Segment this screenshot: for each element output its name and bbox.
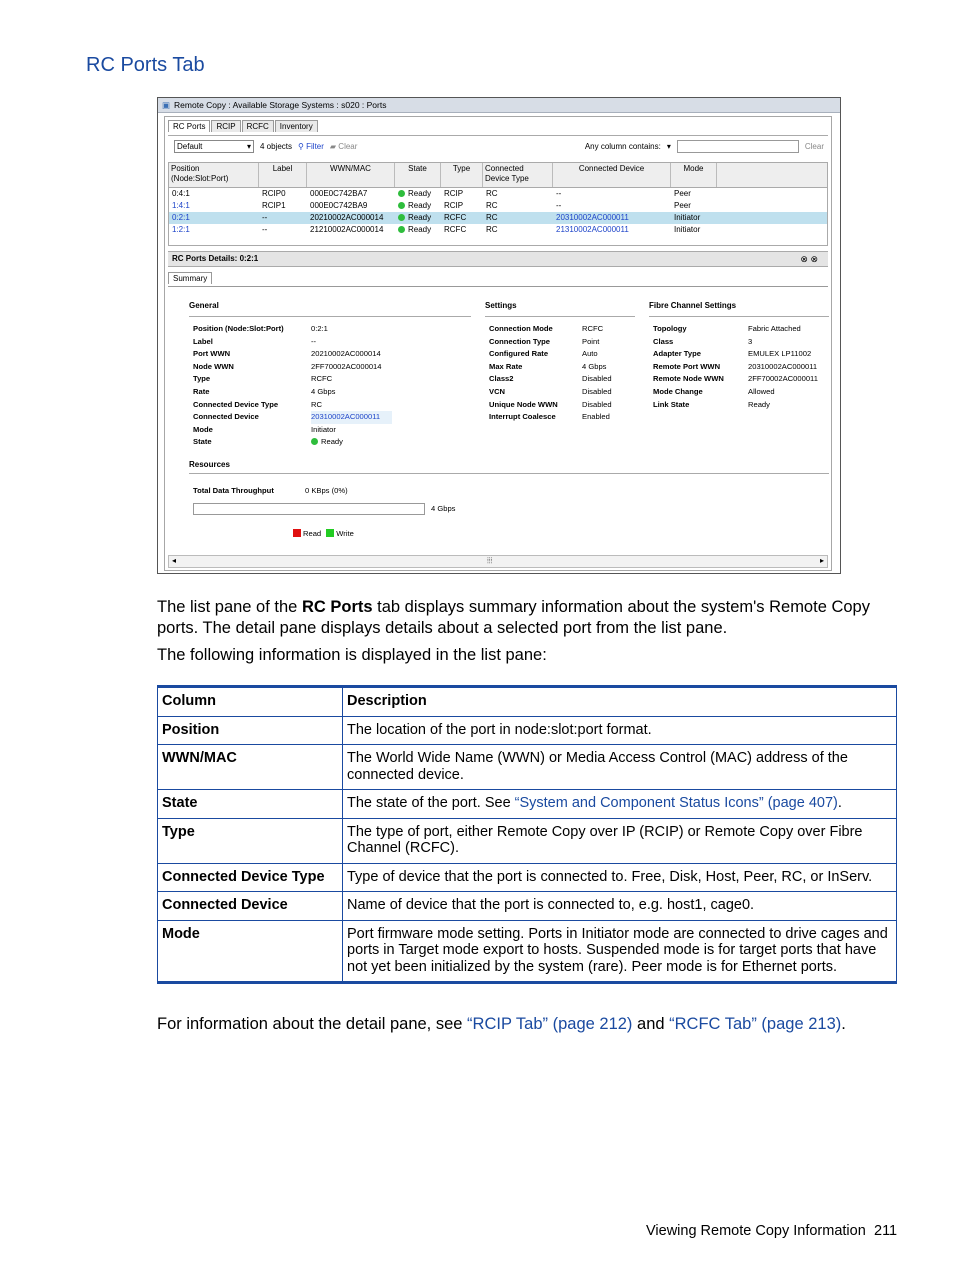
search-dropdown-icon[interactable]: ▾ bbox=[666, 141, 671, 151]
detail-text-a: For information about the detail pane, see bbox=[157, 1015, 468, 1033]
general-divider bbox=[189, 316, 471, 317]
detail-field bbox=[193, 399, 433, 412]
scroll-left-icon[interactable]: ◂ bbox=[172, 556, 177, 565]
col-connected-device[interactable]: Connected Device bbox=[553, 163, 671, 187]
table-header bbox=[169, 163, 827, 188]
status-icons-link[interactable]: “System and Component Status Icons” (page 407) bbox=[514, 795, 838, 811]
pin-icon[interactable]: ⊗ bbox=[800, 254, 808, 264]
ready-status-icon bbox=[398, 214, 405, 221]
horizontal-scrollbar[interactable] bbox=[168, 555, 828, 568]
tab-summary[interactable]: Summary bbox=[168, 272, 212, 284]
intro-paragraph bbox=[157, 597, 897, 638]
field-value: 20210002AC000014 bbox=[311, 349, 381, 359]
cell-wwn: 20210002AC000014 bbox=[310, 213, 384, 222]
cell-cdt: RC bbox=[486, 213, 498, 222]
intro-text-c: tab displays summary information about the system's Remote Copy ports. The detail pane displays details about a selected port from the list pane. bbox=[157, 598, 870, 637]
field-value: Fabric Attached bbox=[748, 324, 801, 333]
cell-state bbox=[395, 224, 441, 236]
detail-field bbox=[193, 436, 433, 449]
details-controls bbox=[800, 252, 818, 266]
row-column-name: WWN/MAC bbox=[158, 745, 343, 790]
field-label: Connected Device Type bbox=[193, 399, 279, 409]
search-label: Any column contains: bbox=[584, 141, 661, 151]
detail-field bbox=[489, 323, 629, 336]
cell-type: RCFC bbox=[444, 213, 467, 222]
scroll-thumb-grip[interactable]: ⦙⦙⦙ bbox=[487, 556, 493, 565]
cell-type: RCFC bbox=[444, 225, 467, 234]
field-value: Enabled bbox=[582, 412, 610, 422]
row-description: Port firmware mode setting. Ports in Initiator mode are connected to drive cages and ports in Target mode export to hosts. Suspended mode is for target ports that have not yet been initialized by the system (rare). Peer mode is for Ethernet ports. bbox=[343, 920, 897, 983]
field-value: 0:2:1 bbox=[311, 324, 328, 333]
tab-strip bbox=[168, 120, 318, 132]
table-row bbox=[158, 716, 897, 745]
cell-state bbox=[395, 188, 441, 200]
legend bbox=[293, 528, 354, 541]
ready-status-icon bbox=[398, 226, 405, 233]
row-column-name: Connected Device Type bbox=[158, 863, 343, 892]
cell-cd: -- bbox=[556, 189, 562, 198]
detail-field bbox=[489, 336, 629, 349]
tab-rcip[interactable]: RCIP bbox=[211, 120, 240, 132]
detail-field bbox=[193, 411, 433, 424]
rcfc-tab-link[interactable]: “RCFC Tab” (page 213) bbox=[669, 1015, 842, 1033]
detail-field bbox=[193, 323, 433, 336]
ready-status-icon bbox=[398, 190, 405, 197]
window-content bbox=[164, 116, 832, 571]
field-label: State bbox=[193, 437, 212, 447]
tab-rc-ports[interactable]: RC Ports bbox=[168, 120, 210, 132]
field-value: 4 Gbps bbox=[582, 361, 607, 371]
intro-text-a: The list pane of the bbox=[157, 598, 302, 616]
cell-cd: 21310002AC000011 bbox=[556, 225, 629, 234]
scroll-right-icon[interactable]: ▸ bbox=[819, 556, 824, 565]
settings-fields bbox=[489, 323, 629, 424]
search-input[interactable] bbox=[677, 140, 799, 153]
detail-field bbox=[193, 348, 433, 361]
field-value: Allowed bbox=[748, 386, 775, 396]
col-type[interactable]: Type bbox=[441, 163, 483, 187]
detail-field bbox=[653, 336, 833, 349]
legend-read: Read bbox=[303, 529, 322, 538]
cell-label: -- bbox=[262, 225, 268, 234]
cell-mode: Peer bbox=[674, 201, 691, 210]
detail-pane-paragraph bbox=[157, 1014, 897, 1035]
cell-position: 1:4:1 bbox=[172, 201, 190, 210]
field-value: 20310002AC000011 bbox=[748, 361, 818, 371]
state-text: Ready bbox=[408, 213, 432, 222]
cell-mode: Initiator bbox=[674, 225, 701, 234]
search-clear-button[interactable]: Clear bbox=[804, 141, 824, 151]
cell-cdt: RC bbox=[486, 225, 498, 234]
page-number: 211 bbox=[874, 1223, 898, 1239]
detail-field bbox=[489, 386, 629, 399]
cell-mode: Initiator bbox=[674, 213, 701, 222]
field-value: RCFC bbox=[582, 324, 604, 333]
field-label: Connection Type bbox=[489, 336, 551, 346]
details-header bbox=[168, 251, 828, 267]
remote-copy-screenshot bbox=[157, 97, 841, 574]
window-icon: ▣ bbox=[162, 99, 171, 110]
resources-section-title: Resources bbox=[189, 460, 230, 469]
write-swatch bbox=[326, 529, 334, 537]
state-text: Ready bbox=[408, 189, 432, 198]
clear-label: Clear bbox=[338, 141, 358, 151]
state-desc-text: The state of the port. See bbox=[347, 795, 515, 811]
window-title: Remote Copy : Available Storage Systems : s020 : Ports bbox=[174, 100, 387, 110]
legend-write: Write bbox=[336, 529, 354, 538]
field-value: RC bbox=[311, 399, 322, 409]
throughput-max: 4 Gbps bbox=[431, 504, 456, 513]
detail-field bbox=[489, 361, 629, 374]
field-label: Position (Node:Slot:Port) bbox=[193, 324, 284, 333]
tab-inventory[interactable]: Inventory bbox=[275, 120, 318, 132]
field-value bbox=[311, 436, 343, 449]
cell-cd: -- bbox=[556, 201, 562, 210]
field-value: 2FF70002AC000011 bbox=[748, 374, 818, 384]
table-row bbox=[158, 745, 897, 790]
ready-status-icon bbox=[311, 438, 318, 445]
state-text: Ready bbox=[408, 201, 432, 210]
field-label: Connection Mode bbox=[489, 324, 553, 333]
section-heading: RC Ports Tab bbox=[86, 54, 205, 76]
field-value: 4 Gbps bbox=[311, 386, 336, 396]
detail-field bbox=[193, 386, 433, 399]
settings-divider bbox=[485, 316, 635, 317]
details-title: RC Ports Details: 0:2:1 bbox=[172, 254, 259, 263]
table-row bbox=[158, 818, 897, 863]
field-value: 20310002AC000011 bbox=[311, 411, 392, 424]
detail-field bbox=[489, 411, 629, 424]
detail-field bbox=[653, 323, 833, 336]
filter-button[interactable] bbox=[298, 142, 324, 151]
list-pane-intro: The following information is displayed in the list pane: bbox=[157, 646, 547, 664]
row-description: Type of device that the port is connected to. Free, Disk, Host, Peer, RC, or InServ. bbox=[343, 863, 897, 892]
object-count: 4 objects bbox=[260, 141, 293, 151]
detail-field bbox=[489, 399, 629, 412]
table-row[interactable] bbox=[169, 212, 827, 224]
table-row[interactable] bbox=[169, 224, 827, 236]
cell-type: RCIP bbox=[444, 189, 464, 198]
intro-text-bold: RC Ports bbox=[301, 598, 373, 616]
field-label: Adapter Type bbox=[653, 349, 701, 359]
cell-cdt: RC bbox=[486, 189, 498, 198]
field-label: Max Rate bbox=[489, 361, 523, 371]
field-value: 3 bbox=[748, 336, 753, 346]
field-value: Initiator bbox=[311, 424, 336, 434]
cell-position: 0:2:1 bbox=[172, 213, 190, 222]
detail-field bbox=[653, 373, 833, 386]
row-column-name: Connected Device bbox=[158, 892, 343, 921]
resources-divider bbox=[189, 473, 829, 474]
cell-position: 1:2:1 bbox=[172, 225, 190, 234]
field-label: Unique Node WWN bbox=[489, 399, 558, 409]
field-value: Point bbox=[582, 336, 600, 346]
field-label: VCN bbox=[489, 386, 506, 396]
cell-label: RCIP0 bbox=[262, 189, 286, 198]
field-value: EMULEX LP11002 bbox=[748, 349, 812, 359]
read-swatch bbox=[293, 529, 301, 537]
col-state[interactable]: State bbox=[395, 163, 441, 187]
collapse-icon[interactable]: ⊗ bbox=[810, 254, 818, 264]
list-toolbar bbox=[168, 135, 828, 156]
detail-field bbox=[489, 373, 629, 386]
field-label: Type bbox=[193, 374, 211, 384]
table-row bbox=[158, 790, 897, 819]
field-value: Disabled bbox=[582, 374, 612, 384]
cell-wwn: 21210002AC000014 bbox=[310, 225, 384, 234]
row-description: Name of device that the port is connected to, e.g. host1, cage0. bbox=[343, 892, 897, 921]
field-value: Disabled bbox=[582, 386, 612, 396]
field-label: Configured Rate bbox=[489, 349, 549, 359]
col-connected-device-type[interactable]: Connected Device Type bbox=[483, 163, 553, 187]
state-text: Ready bbox=[408, 225, 432, 234]
rcip-tab-link[interactable]: “RCIP Tab” (page 212) bbox=[467, 1015, 633, 1033]
detail-field bbox=[653, 399, 833, 412]
col-label[interactable]: Label bbox=[259, 163, 307, 187]
throughput-value: 0 KBps (0%) bbox=[305, 486, 348, 495]
field-label: Port WWN bbox=[193, 349, 231, 359]
cell-cd: 20310002AC000011 bbox=[556, 213, 629, 222]
row-description: The location of the port in node:slot:port format. bbox=[343, 716, 897, 745]
filter-label: Filter bbox=[306, 141, 324, 151]
cell-wwn: 000E0C742BA7 bbox=[310, 189, 368, 198]
general-fields bbox=[193, 323, 433, 449]
detail-field bbox=[193, 361, 433, 374]
field-label: Mode Change bbox=[653, 386, 703, 396]
field-label: Link State bbox=[653, 399, 690, 409]
field-label: Class bbox=[653, 336, 674, 346]
running-footer: Viewing Remote Copy Information bbox=[646, 1223, 866, 1239]
throughput-label: Total Data Throughput bbox=[193, 486, 274, 495]
table-row[interactable] bbox=[169, 200, 827, 212]
row-column-name: State bbox=[158, 790, 343, 819]
state-desc-end: . bbox=[837, 795, 842, 811]
cell-cdt: RC bbox=[486, 201, 498, 210]
fc-fields bbox=[653, 323, 833, 411]
table-row bbox=[158, 920, 897, 983]
col-position[interactable]: Position (Node:Slot:Port) bbox=[169, 163, 259, 187]
field-label: Connected Device bbox=[193, 412, 259, 422]
table-header-row bbox=[158, 687, 897, 717]
detail-field bbox=[653, 361, 833, 374]
cell-state bbox=[395, 200, 441, 212]
row-description bbox=[343, 790, 897, 819]
field-label: Mode bbox=[193, 424, 213, 434]
detail-text-end: . bbox=[841, 1015, 846, 1033]
detail-field bbox=[193, 336, 433, 349]
field-label: Node WWN bbox=[193, 361, 234, 371]
field-value: Disabled bbox=[582, 399, 612, 409]
view-select[interactable]: Default ▾ bbox=[174, 140, 254, 153]
field-label: Class2 bbox=[489, 374, 514, 384]
table-row bbox=[158, 892, 897, 921]
cell-label: -- bbox=[262, 213, 268, 222]
table-row[interactable] bbox=[169, 188, 827, 200]
col-wwn[interactable]: WWN/MAC bbox=[307, 163, 395, 187]
header-column: Column bbox=[158, 687, 343, 717]
field-value: 2FF70002AC000014 bbox=[311, 361, 382, 371]
cell-type: RCIP bbox=[444, 201, 464, 210]
detail-text-mid: and bbox=[632, 1015, 670, 1033]
field-label: Label bbox=[193, 336, 213, 346]
fc-section-title: Fibre Channel Settings bbox=[649, 301, 737, 310]
state-text: Ready bbox=[321, 437, 343, 447]
general-section-title: General bbox=[189, 301, 219, 310]
window-title-bar bbox=[158, 98, 840, 113]
cell-position: 0:4:1 bbox=[172, 189, 190, 198]
row-description: The type of port, either Remote Copy over IP (RCIP) or Remote Copy over Fibre Channel (RCFC). bbox=[343, 818, 897, 863]
table-row bbox=[158, 863, 897, 892]
cell-mode: Peer bbox=[674, 189, 691, 198]
summary-divider bbox=[168, 286, 828, 287]
table-body bbox=[169, 188, 827, 236]
field-label: Remote Node WWN bbox=[653, 374, 724, 384]
eraser-icon: ▰ bbox=[329, 141, 337, 151]
ready-status-icon bbox=[398, 202, 405, 209]
field-label: Rate bbox=[193, 386, 210, 396]
header-description: Description bbox=[343, 687, 897, 717]
field-label: Interrupt Coalesce bbox=[489, 412, 556, 422]
column-description-table bbox=[157, 685, 897, 984]
settings-section-title: Settings bbox=[485, 301, 517, 310]
field-label: Topology bbox=[653, 324, 687, 333]
field-value: RCFC bbox=[311, 374, 333, 384]
detail-field bbox=[193, 373, 433, 386]
field-label: Remote Port WWN bbox=[653, 361, 721, 371]
field-value: Auto bbox=[582, 349, 598, 359]
clear-filter-button[interactable] bbox=[330, 142, 358, 151]
detail-field bbox=[193, 424, 433, 437]
ports-list-table bbox=[168, 162, 828, 246]
cell-state bbox=[395, 212, 441, 224]
throughput-bar bbox=[193, 503, 425, 515]
cell-wwn: 000E0C742BA9 bbox=[310, 201, 368, 210]
detail-field bbox=[489, 348, 629, 361]
row-column-name: Mode bbox=[158, 920, 343, 983]
col-mode[interactable]: Mode bbox=[671, 163, 717, 187]
field-value: -- bbox=[311, 336, 317, 346]
row-description: The World Wide Name (WWN) or Media Access Control (MAC) address of the connected device. bbox=[343, 745, 897, 790]
field-value: Ready bbox=[748, 399, 770, 409]
row-column-name: Position bbox=[158, 716, 343, 745]
fc-divider bbox=[649, 316, 829, 317]
cell-label: RCIP1 bbox=[262, 201, 286, 210]
filter-icon: ⚲ bbox=[298, 141, 304, 151]
detail-field bbox=[653, 386, 833, 399]
tab-rcfc[interactable]: RCFC bbox=[242, 120, 274, 132]
row-column-name: Type bbox=[158, 818, 343, 863]
detail-field bbox=[653, 348, 833, 361]
